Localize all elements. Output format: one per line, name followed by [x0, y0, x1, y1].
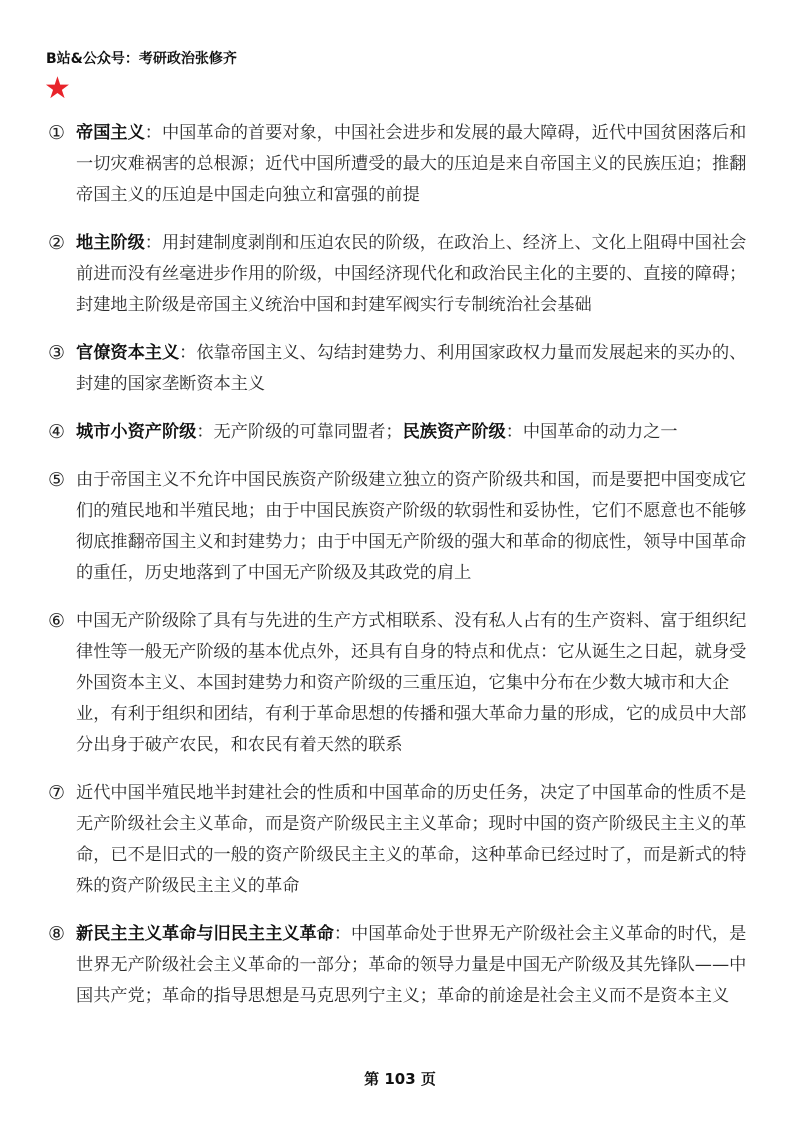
item-term: 城市小资产阶级 [76, 422, 197, 442]
star-icon: ★ [44, 71, 71, 106]
item-number: ⑦ [48, 782, 66, 804]
item-term-secondary: 民族资产阶级 [402, 422, 506, 442]
item-text: ：用封建制度剥削和压迫农民的阶级，在政治上、经济上、文化上阻碍中国社会前进而没有丝毫进步作用的阶级，中国经济现代化和政治民主化的主要的、直接的障碍；封建地主阶级是帝国主义统治中国和封建军阀实行专制统治社会基础 [76, 233, 747, 315]
item-text: ：依靠帝国主义、勾结封建势力、利用国家政权力量而发展起来的买办的、封建的国家垄断资本主义 [76, 343, 747, 394]
item-number: ⑧ [48, 923, 66, 945]
item-number: ② [48, 232, 66, 254]
list-item [48, 465, 756, 589]
item-text: ：中国革命处于世界无产阶级社会主义革命的时代，是世界无产阶级社会主义革命的一部分；革命的领导力量是中国无产阶级及其先锋队——中国共产党；革命的指导思想是马克思列宁主义；革命的前途是社会主义而不是资本主义 [76, 924, 747, 1006]
item-number: ⑤ [48, 469, 66, 491]
item-text: 近代中国半殖民地半封建社会的性质和中国革命的历史任务，决定了中国革命的性质不是无产阶级社会主义革命，而是资产阶级民主主义革命；现时中国的资产阶级民主主义的革命，已不是旧式的一般的资产阶级民主主义的革命，这种革命已经过时了，而是新式的特殊的资产阶级民主主义的革命 [76, 783, 747, 896]
item-text: 由于帝国主义不允许中国民族资产阶级建立独立的资产阶级共和国，而是要把中国变成它们的殖民地和半殖民地；由于中国民族资产阶级的软弱性和妥协性，它们不愿意也不能够彻底推翻帝国主义和封建势力；由于中国无产阶级的强大和革命的彻底性，领导中国革命的重任，历史地落到了中国无产阶级及其政党的肩上 [76, 470, 747, 583]
item-number: ⑥ [48, 610, 66, 632]
item-term: 地主阶级 [76, 233, 145, 253]
item-number: ③ [48, 342, 66, 364]
list-item [48, 118, 756, 211]
list-item [48, 606, 756, 761]
list-item [48, 919, 756, 1012]
list-item [48, 417, 756, 448]
page-header: B站&公众号：考研政治张修齐 [46, 51, 237, 67]
item-term: 官僚资本主义 [76, 343, 180, 363]
content [48, 118, 756, 1029]
item-text-secondary: ：中国革命的动力之一 [505, 422, 678, 442]
page-number: 第 103 页 [364, 1070, 436, 1088]
list-item [48, 338, 756, 400]
item-term: 帝国主义 [76, 123, 145, 143]
item-text: ：中国革命的首要对象，中国社会进步和发展的最大障碍，近代中国贫困落后和一切灾难祸害的总根源；近代中国所遭受的最大的压迫是来自帝国主义的民族压迫；推翻帝国主义的压迫是中国走向独立和富强的前提 [76, 123, 747, 205]
item-number: ① [48, 122, 66, 144]
item-text: 中国无产阶级除了具有与先进的生产方式相联系、没有私人占有的生产资料、富于组织纪律性等一般无产阶级的基本优点外，还具有自身的特点和优点：它从诞生之日起，就身受外国资本主义、本国封建势力和资产阶级的三重压迫，它集中分布在少数大城市和大企业，有利于组织和团结，有利于革命思想的传播和强大革命力量的形成，它的成员中大部分出身于破产农民，和农民有着天然的联系 [76, 611, 747, 755]
item-text: ：无产阶级的可靠同盟者； [196, 422, 403, 442]
item-number: ④ [48, 421, 66, 443]
item-term: 新民主主义革命与旧民主主义革命 [76, 924, 334, 944]
list-item [48, 228, 756, 321]
list-item [48, 778, 756, 902]
